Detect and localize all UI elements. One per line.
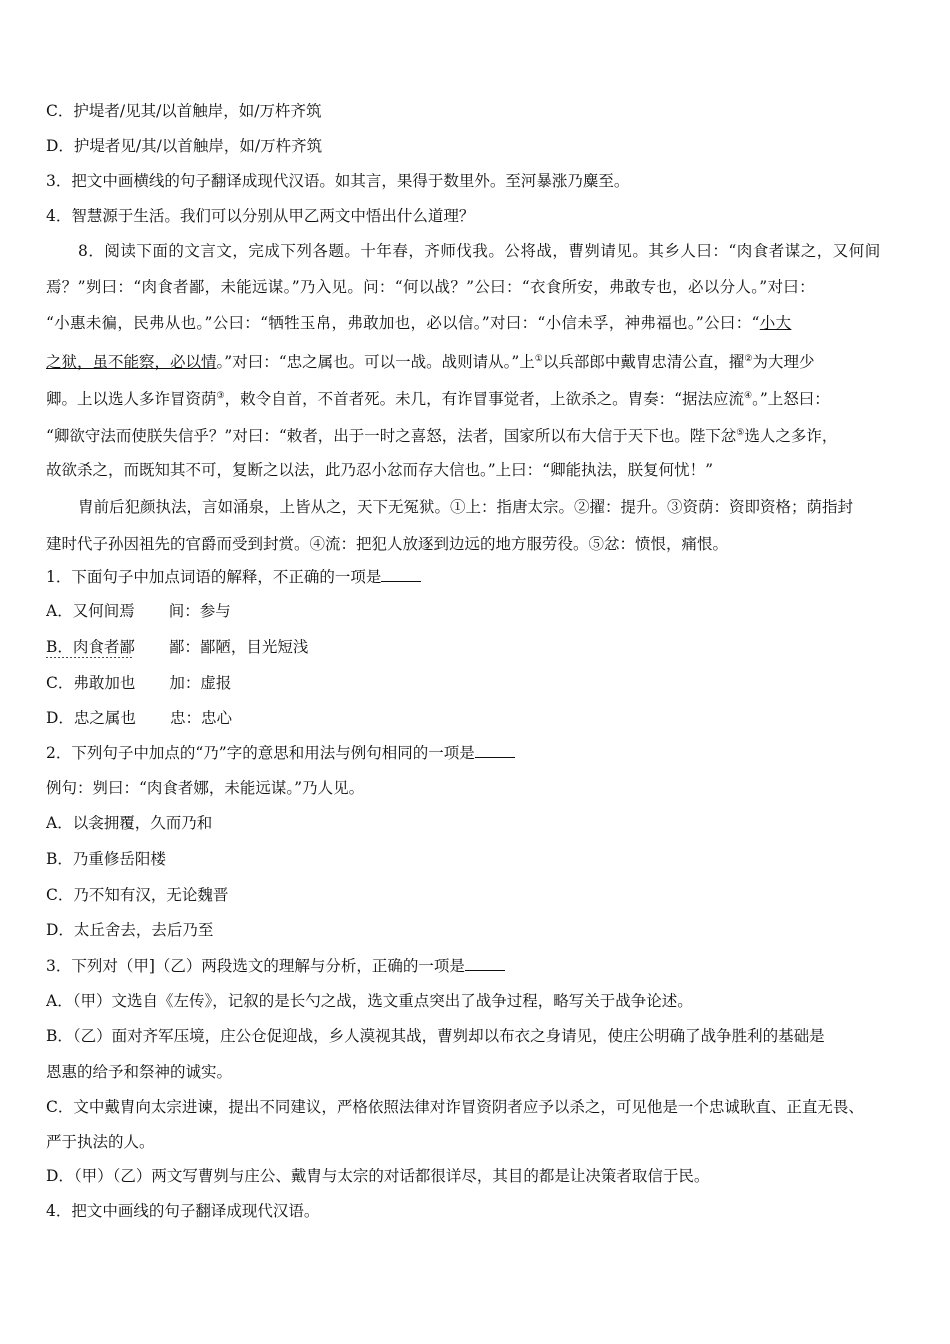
q1-option-c [46,672,914,694]
option-text: B．肉食者鄙 [46,638,135,656]
q3-option-a: A．（甲）文选自《左传》，记叙的是长勺之战，选文重点突出了战争过程，略写关于战争论述。 [46,992,693,1010]
passage-line-1: 8．阅读下面的文言文，完成下列各题。十年春，齐师伐我。公将战，曹刿请见。其乡人曰：“肉食者谋之，又何间 [78,242,881,260]
q1-stem [46,566,914,588]
q2-option-c: C．乃不知有汉，无论魏晋 [46,886,229,904]
passage-line-3 [46,312,914,334]
question-text: 3．下列对（甲]（乙）两段选文的理解与分析，正确的一项是 [46,957,465,975]
footnote-marker: ⑤ [736,428,745,438]
q2-option-d: D．太丘舍去，去后乃至 [46,921,214,939]
q3-option-c-line-1: C．文中戴胄向太宗进谏，提出不同建议，严格依照法律对诈冒资阴者应予以杀之，可见他是一个忠诚耿直、正直无畏、 [46,1098,864,1116]
passage-line-6 [46,422,914,447]
q1-option-a [46,600,914,622]
passage-text: ，敕令自首，不首者死。未几，有诈冒事觉者，上欲杀之。胄奏：“据法应流 [224,390,745,409]
option-text: D．忠之属也 [46,709,136,727]
question-3-translate: 3．把文中画横线的句子翻译成现代汉语。如其言，果得于数里外。至河暴涨乃麋至。 [46,172,630,190]
q1-option-b [46,636,914,658]
passage-text: 。”上怒曰： [752,390,830,409]
passage-text: 选人之多诈， [744,427,838,446]
underlined-sentence: 小大 [759,314,792,332]
answer-blank [381,567,421,582]
option-explanation: 间：参与 [168,602,231,620]
option-explanation: 鄙：鄙陋，目光短浅 [168,638,309,656]
passage-text: “小惠未徧，民弗从也。”公曰：“牺牲玉帛，弗敢加也，必以信。”对曰：“小信未孚，神弗福也。”公曰：“ [46,314,760,332]
question-text: 1．下面句子中加点词语的解释，不正确的一项是 [46,568,382,586]
option-text: A．又何间焉 [46,602,135,620]
q2-stem [46,742,914,764]
passage-text: 为大理少 [752,353,815,372]
question-text: 2．下列句子中加点的“乃”字的意思和用法与例句相同的一项是 [46,744,475,762]
passage-line-4 [46,348,914,373]
passage-line-5 [46,385,914,410]
option-text: C．弗敢加也 [46,674,136,692]
q2-option-a: A．以衾拥覆，久而乃和 [46,814,213,832]
q3-stem [46,955,914,977]
q3-option-d: D．（甲）（乙）两文写曹刿与庄公、戴胄与太宗的对话都很详尽，其目的都是让决策者取信于民。 [46,1167,710,1185]
footnote-marker: ③ [216,391,225,401]
passage-text: 以兵部郎中戴胄忠清公直，擢 [542,353,745,372]
passage-line-2: 焉？”刿曰：“肉食者鄙，未能远谋。”乃入见。问：“何以战？”公曰：“衣食所安，弗敢专也，必以分人。”对曰： [46,278,815,296]
q1-option-d [46,707,914,729]
footnote-marker: ④ [744,391,753,401]
question-4-wisdom: 4．智慧源于生活。我们可以分别从甲乙两文中悟出什么道理？ [46,207,475,225]
q4-translate: 4．把文中画线的句子翻译成现代汉语。 [46,1202,320,1220]
answer-blank [465,956,505,971]
answer-blank [475,743,515,758]
passage-text: 。”对曰：“忠之属也。可以一战。战则请从。”上 [216,353,535,372]
option-c-line: C．护堤者/见其/以首触岸，如/万杵齐筑 [46,102,322,120]
passage-notes-line-2: 建时代子孙因祖先的官爵而受到封赏。④流：把犯人放逐到边远的地方服劳役。⑤忿：愤恨，痛恨。 [46,535,729,553]
q2-option-b: B．乃重修岳阳楼 [46,850,166,868]
passage-text: 卿。上以选人多诈冒资荫 [46,390,217,409]
footnote-marker: ① [534,354,543,364]
option-explanation: 加：虚报 [169,674,232,692]
option-explanation: 忠：忠心 [169,709,232,727]
footnote-marker: ② [744,354,753,364]
q2-example: 例句：刿曰：“肉食者娜，未能远谋。”乃人见。 [46,779,365,797]
q3-option-b-line-1: B．（乙）面对齐军压境，庄公仓促迎战，乡人漠视其战，曹刿却以布衣之身请见，使庄公明确了战争胜利的基础是 [46,1027,825,1045]
passage-line-7: 故欲杀之，而既知其不可，复断之以法，此乃忍小忿而存大信也。”上曰：“卿能执法，朕复何忧！” [46,461,714,479]
option-d-line: D．护堤者见/其/以首触岸，如/万杵齐筑 [46,137,323,155]
underlined-sentence: 之狱，虽不能察，必以情 [46,353,217,372]
q3-option-c-line-2: 严于执法的人。 [46,1133,155,1151]
passage-notes-line-1: 胄前后犯颜执法，言如涌泉，上皆从之，天下无冤狱。①上：指唐太宗。②擢：提升。③资荫：资即资格；荫指封 [78,498,854,516]
passage-text: “卿欲守法而使朕失信乎？”对曰：“敕者，出于一时之喜怒，法者，国家所以布大信于天下也。陛下忿 [46,427,737,446]
q3-option-b-line-2: 恩惠的给予和祭神的诚实。 [46,1063,233,1081]
